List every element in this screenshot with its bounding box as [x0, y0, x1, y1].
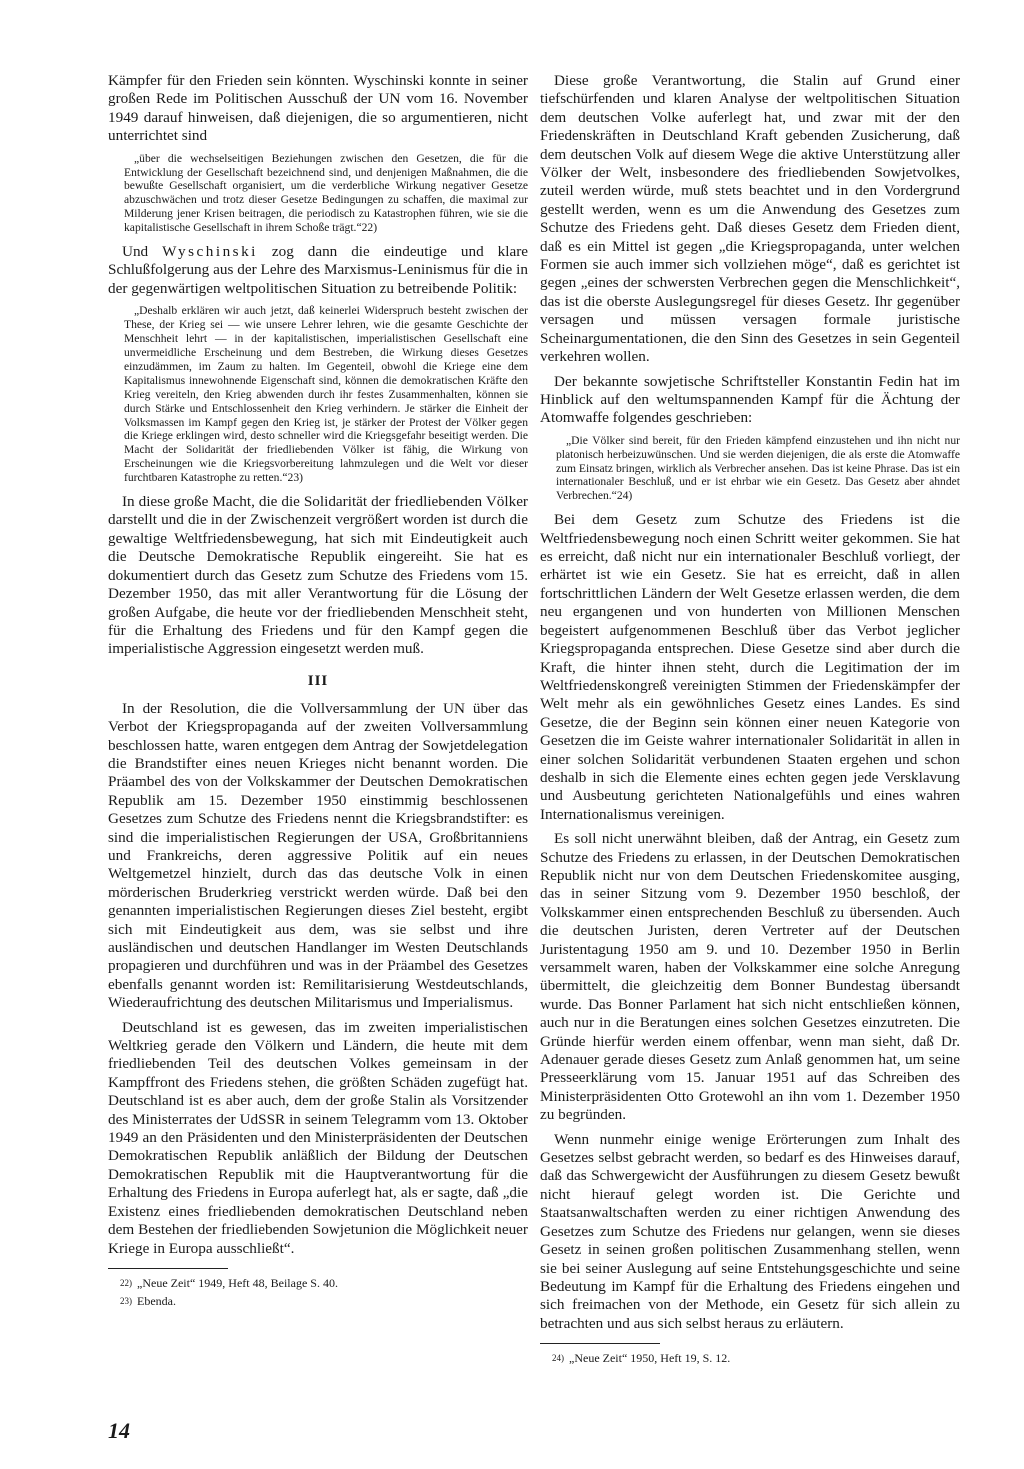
left-column	[108, 72, 528, 1311]
footnote-rule	[540, 1343, 660, 1344]
footnote-rule	[108, 1268, 228, 1269]
text-run: zog dann die eindeutige und klare Schlußfolgerung aus der Lehre des Marxismus-Leninismus für die in der gegenwärtigen weltpolitischen Situation zu betreibende Politik:	[108, 243, 528, 297]
paragraph: Diese große Verantwortung, die Stalin auf Grund einer tiefschürfenden und klaren Analyse der weltpolitischen Situation dem deutschen Volke auferlegt hat, und zwar mit der den Friedenskräften in Deutschland Kraft gebenden Zusicherung, daß dem deutschen Volk auf diesem Wege die aktive Unterstützung aller Völker der Welt, insbesondere des friedliebenden Sowjetvolkes, zuteil werden würde, muß stets beachtet und in den Vordergrund gestellt werden, wenn es um die Anwendung des Gesetzes zum Schutze des Friedens geht. Daß dieses Gesetz dem Frieden dient, daß es ein Mittel ist gegen „die Kriegspropaganda, unter welchen Formen sie auch immer sich vollziehen möge“, daß es gerichtet ist gegen „eines der schwersten Verbrechen gegen die Menschlichkeit“, das ist die oberste Auslegungsregel für dieses Gesetz. Ihr gegenüber versagen und müssen versagen formale juristische Scheinargumentationen, die den Sinn des Gesetzes in sein Gegenteil verkehren wollen.	[540, 72, 960, 366]
footnote-text: Ebenda.	[137, 1293, 176, 1308]
right-column	[540, 72, 960, 1368]
text-run: Und	[122, 243, 163, 261]
paragraph: In der Resolution, die die Vollversammlung der UN über das Verbot der Kriegspropaganda auf der zweiten Vollversammlung beschlossen hatte, waren entgegen dem Antrag der Sowjetdelegation die Brandstifter eines neuen Krieges nicht benannt worden. Die Präambel des von der Volkskammer der Deutschen Demokratischen Republik am 15. Dezember 1950 einstimmig beschlossenen Gesetzes zum Schutze des Friedens nennt die Kriegsbrandstifter: es sind die imperialistischen Regierungen der USA, Großbritanniens und Frankreichs, deren aggressive Politik auf ein neues Weltgemetzel hinzielt, durch das das deutsche Volk in einen mörderischen Bruderkrieg verstrickt werden würde. Daß bei den genannten imperialistischen Regierungen dieses Ziel besteht, ergibt sich mit Eindeutigkeit aus dem, was sie selbst und ihre ausländischen und deutschen Handlanger im Westen Deutschlands propagieren und durchführen und was in der Präambel des Gesetzes ebenfalls genannt worden ist: Remilitarisierung Westdeutschlands, Wiederaufrichtung des deutschen Militarismus und Imperialismus.	[108, 699, 528, 1012]
page-number: 14	[108, 1418, 130, 1443]
paragraph: Wenn nunmehr einige wenige Erörterungen zum Inhalt des Gesetzes selbst gebracht werden, so bedarf es des Hinweises darauf, daß das Schwergewicht der Ausführungen zu diesem Gesetz bewußt nicht hierauf gelegt worden ist. Die Gerichte und Staatsanwaltschaften werden zu einer richtigen Anwendung des Gesetzes zum Schutze des Friedens nur gelangen, wenn sie dieses Gesetz in seinen großen politischen Zusammenhang stellen, wenn sie bei seiner Auslegung auf seine Entstehungsgeschichte und seine Bedeutung im Kampf für die Erhaltung des Friedens eingehen und sich freimachen von der Methode, ein Gesetz für sich allein zu betrachten und aus sich selbst heraus zu erläutern.	[540, 1130, 960, 1332]
footnote-mark: 22)	[120, 1277, 132, 1288]
paragraph: In diese große Macht, die die Solidarität der friedliebenden Völker darstellt und die in der Zwischenzeit vergrößert worden ist durch die gewaltige Weltfriedensbewegung, hat sich mit Eindeutigkeit auch die Deutsche Demokratische Republik eingereiht. Sie hat es dokumentiert durch das Gesetz zum Schutze des Friedens vom 15. Dezember 1950, das mit aller Verantwortung für die Lösung der großen Aufgabe, die heute vor der friedliebenden Menschheit steht, für die Erhaltung des Friedens und für den Kampf gegen die imperialistische Aggression eingesetzt werden muß.	[108, 493, 528, 658]
section-heading: III	[307, 672, 329, 689]
paragraph	[108, 243, 528, 298]
block-quote: „über die wechselseitigen Beziehungen zwischen den Gesetzen, die für die Entwicklung der Gesellschaft bezeichnend sind, und denjenigen Maßnahmen, die die bewußte Gesellschaft organisiert, um die verderbliche Wirkung negativer Gesetze abzuschwächen und trotz dieser Gesetze Bedingungen zu schaffen, die maximal zur Milderung jener Krisen beitragen, die periodisch zu Katastrophen führen, wie sie die kapitalistische Gesellschaft in ihrem Schoße trägt.“22)	[124, 151, 528, 235]
footnote-text: „Neue Zeit“ 1950, Heft 19, S. 12.	[569, 1351, 731, 1366]
paragraph: Kämpfer für den Frieden sein könnten. Wyschinski konnte in seiner großen Rede im Politischen Ausschuß der UN vom 16. November 1949 darauf hinweisen, daß diejenigen, die so argumentieren, nicht unterrichtet sind	[108, 72, 528, 145]
footnote	[120, 1275, 528, 1291]
paragraph: Deutschland ist es gewesen, das im zweiten imperialistischen Weltkrieg gerade den Völkern und Ländern, die heute mit dem friedliebenden Teil des deutschen Volkes gemeinsam in der Kampffront des Friedens stehen, die größten Schäden zugefügt hat. Deutschland ist es aber auch, dem der große Stalin als Vorsitzender des Ministerrates der UdSSR in seinem Telegramm vom 13. Oktober 1949 an den Präsidenten und den Ministerpräsidenten der Deutschen Demokratischen Republik anläßlich der Bildung der Deutschen Demokratischen Republik mit die Hauptverantwortung für die Erhaltung des Friedens in Europa auferlegt hat, als er sagte, daß „die Existenz eines friedliebenden demokratischen Deutschland neben dem Bestehen der friedliebenden Sowjetunion die Möglichkeit neuer Kriege in Europa ausschließt“.	[108, 1018, 528, 1257]
paragraph: Der bekannte sowjetische Schriftsteller Konstantin Fedin hat im Hinblick auf den weltumspannenden Kampf für die Ächtung der Atomwaffe folgendes geschrieben:	[540, 372, 960, 427]
footnote-text: „Neue Zeit“ 1949, Heft 48, Beilage S. 40.	[137, 1275, 338, 1290]
spaced-name: Wyschinski	[162, 243, 258, 261]
block-quote: „Die Völker sind bereit, für den Frieden kämpfend einzustehen und ihn nicht nur platonisch herbeizuwünschen. Und sie werden diejenigen, die als erste die Atomwaffe zum Einsatz bringen, wirklich als Verbrecher ansehen. Das ist keine Phrase. Das ist ein internationaler Beschluß, und er ist ehrbar wie ein Gesetz. Das Gesetz aber ahndet Verbrechen.“24)	[556, 433, 960, 503]
footnote	[552, 1350, 960, 1366]
footnote-mark: 24)	[552, 1353, 564, 1364]
paragraph: Es soll nicht unerwähnt bleiben, daß der Antrag, ein Gesetz zum Schutze des Friedens zu erlassen, in der Deutschen Demokratischen Republik nicht nur von dem Deutschen Friedenskomitee ausging, das in seiner Sitzung vom 9. Dezember 1950 beschloß, der Volkskammer einen entsprechenden Beschluß zu übersenden. Auch die deutschen Juristen, deren Vertreter auf der Deutschen Juristentagung 1950 am 9. und 10. Dezember 1950 in Berlin versammelt waren, haben der Volkskammer eine solche Anregung übermittelt, die gleichzeitig dem Bonner Bundestag übersandt wurde. Das Bonner Parlament hat sich nicht entschließen können, auch nur in die Beratungen eines solchen Gesetzes einzutreten. Die Gründe hierfür werden einem offenbar, wenn man sieht, daß Dr. Adenauer gerade dieses Gesetz zum Anlaß genommen hat, um seine Presseerklärung vom 15. Januar 1951 auf das Schreiben des Ministerpräsidenten Otto Grotewohl an ihn vom 1. Dezember 1950 zu begründen.	[540, 830, 960, 1124]
footnote-mark: 23)	[120, 1295, 132, 1306]
footnote	[120, 1293, 528, 1309]
block-quote: „Deshalb erklären wir auch jetzt, daß keinerlei Widerspruch besteht zwischen der These, der Krieg sei — wie unsere Lehrer lehren, wie die gesamte Geschichte der Menschheit lehrt — in der kapitalistischen, imperialistischen Gesellschaft eine unvermeidliche Erscheinung und dem Bestreben, die Wirkung dieses Gesetzes einzudämmen, im Zaum zu halten. Im Gegenteil, obwohl die Kriege eine dem Kapitalismus innewohnende Eigenschaft sind, können die demokratischen Kräfte den Krieg vereiteln, den Krieg abwenden durch ihr festes Zusammenhalten, können sie durch Stärke und Entschlossenheit den Krieg verhindern. Je stärker die Einheit der Volksmassen im Kampf gegen den Krieg ist, je stärker der Protest der Völker gegen die Kriege erklingen wird, desto schneller wird die Kriegsgefahr beseitigt werden. Die Macht der Solidarität der friedliebenden Völker ist fähig, die Wirkung von Erscheinungen wie die Kriegsvorbereitung lahmzulegen und die Welt vor dieser furchtbaren Katastrophe zu retten.“23)	[124, 304, 528, 485]
paragraph: Bei dem Gesetz zum Schutze des Friedens ist die Weltfriedensbewegung noch einen Schritt weiter gekommen. Sie hat es erreicht, daß nicht nur ein internationaler Beschluß vorliegt, der erhärtet ist wie ein Gesetz. Sie hat es erreicht, daß in allen fortschrittlichen Ländern der Welt Gesetze erlassen werden, die dem neu ergangenen und von hunderten von Millionen Menschen begeistert aufgenommenen Beschluß über das Verbot jeglicher Kriegspropaganda entsprechen. Diese Gesetze sind aber durch die Kraft, die hinter ihnen steht, durch die Legitimation der im Weltfriedenskongreß vereinigten Stimmen der Friedenskämpfer der Welt mehr als ein gewöhnliches Gesetz eines Landes. Es sind Gesetze, die der Beginn sein können einer neuen Kategorie von Gesetzen die im Geiste wahrer internationaler Solidarität in allen in einer solchen Solidarität verbundenen Staaten ergehen und schon deshalb in sich die Elemente eines echten gegen jede Versklavung und Ausbeutung gerichteten Nationalgefühls und eines wahren Internationalismus vereinigen.	[540, 511, 960, 823]
